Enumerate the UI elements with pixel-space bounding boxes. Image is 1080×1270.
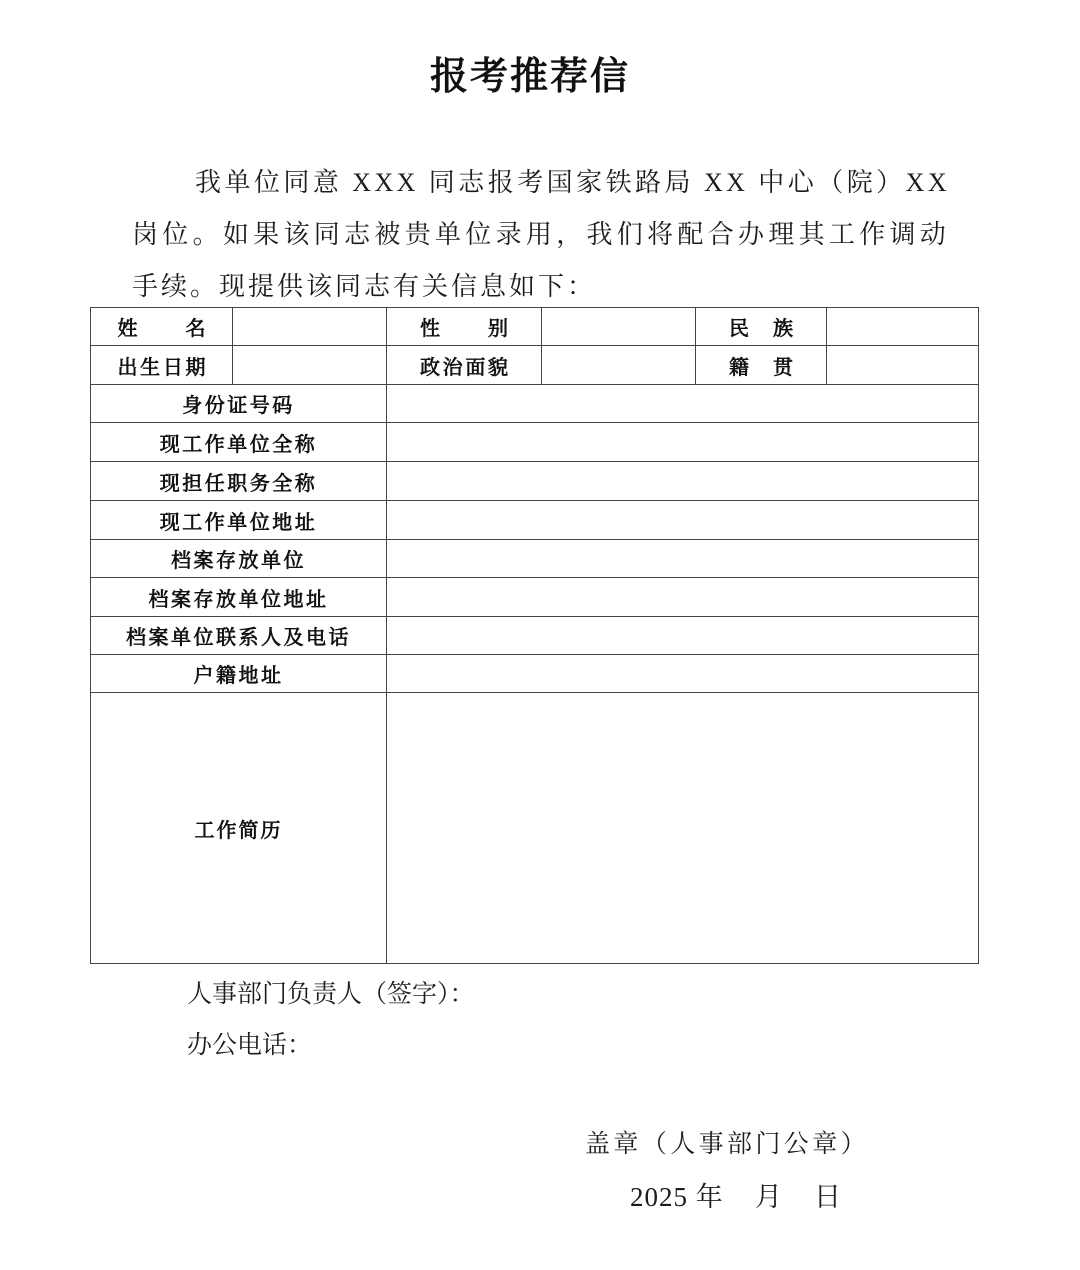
birth-date-value-cell <box>233 346 387 385</box>
political-status-label-cell <box>387 346 542 385</box>
work-history-label: 工作简历 <box>91 693 387 964</box>
employer-address-value-cell <box>387 501 979 540</box>
birth-date-label-cell <box>91 346 233 385</box>
table-row <box>91 578 979 617</box>
archive-unit-address-value-cell <box>387 578 979 617</box>
gender-value-cell <box>542 308 696 346</box>
work-history-value-cell <box>387 693 979 964</box>
position-value-cell <box>387 462 979 501</box>
seal-label: 盖章（人事部门公章） <box>585 1131 870 1158</box>
table-row <box>91 308 979 346</box>
id-number-value-cell <box>387 385 979 423</box>
intro-line-2: 岗位。如果该同志被贵单位录用，我们将配合办理其工作调动 <box>132 220 950 249</box>
name-label: 姓名 <box>117 318 206 340</box>
position-label: 现担任职务全称 <box>91 462 387 501</box>
date-month: 月 <box>755 1182 783 1212</box>
office-phone-line: 办公电话： <box>187 1032 313 1059</box>
intro-line-1: 我单位同意 XXX 同志报考国家铁路局 XX 中心（院）XX <box>195 168 950 197</box>
table-row <box>91 462 979 501</box>
native-place-label: 籍贯 <box>729 356 793 379</box>
date-day: 日 <box>814 1182 842 1212</box>
native-place-value-cell <box>827 346 979 385</box>
employer-address-label: 现工作单位地址 <box>91 501 387 540</box>
table-row <box>91 346 979 385</box>
table-row <box>91 501 979 540</box>
table-row <box>91 423 979 462</box>
household-address-label: 户籍地址 <box>91 655 387 693</box>
birth-date-label: 出生日期 <box>117 356 206 379</box>
table-row <box>91 655 979 693</box>
table-row <box>91 617 979 655</box>
archive-unit-value-cell <box>387 540 979 578</box>
employer-name-value-cell <box>387 423 979 462</box>
table-row <box>91 693 979 964</box>
native-place-label-cell <box>696 346 827 385</box>
table-row <box>91 385 979 423</box>
political-status-label: 政治面貌 <box>420 356 508 379</box>
archive-contact-value-cell <box>387 617 979 655</box>
archive-contact-label: 档案单位联系人及电话 <box>91 617 387 655</box>
name-label-cell <box>91 308 233 346</box>
name-value-cell <box>233 308 387 346</box>
hr-head-signature-line: 人事部门负责人（签字）： <box>187 981 475 1008</box>
table-row <box>91 540 979 578</box>
gender-label-cell <box>387 308 542 346</box>
gender-label: 性别 <box>420 318 508 340</box>
intro-paragraph <box>132 157 950 313</box>
ethnicity-label-cell <box>696 308 827 346</box>
intro-line-3: 手续。现提供该同志有关信息如下： <box>132 272 597 301</box>
political-status-value-cell <box>542 346 696 385</box>
archive-unit-address-label: 档案存放单位地址 <box>91 578 387 617</box>
ethnicity-label: 民族 <box>729 318 793 340</box>
archive-unit-label: 档案存放单位 <box>91 540 387 578</box>
page-title: 报考推荐信 <box>429 56 630 98</box>
ethnicity-value-cell <box>827 308 979 346</box>
household-address-value-cell <box>387 655 979 693</box>
info-table <box>90 307 979 964</box>
id-number-label: 身份证号码 <box>91 385 387 423</box>
date-year: 2025 年 <box>630 1182 724 1212</box>
employer-name-label: 现工作单位全称 <box>91 423 387 462</box>
